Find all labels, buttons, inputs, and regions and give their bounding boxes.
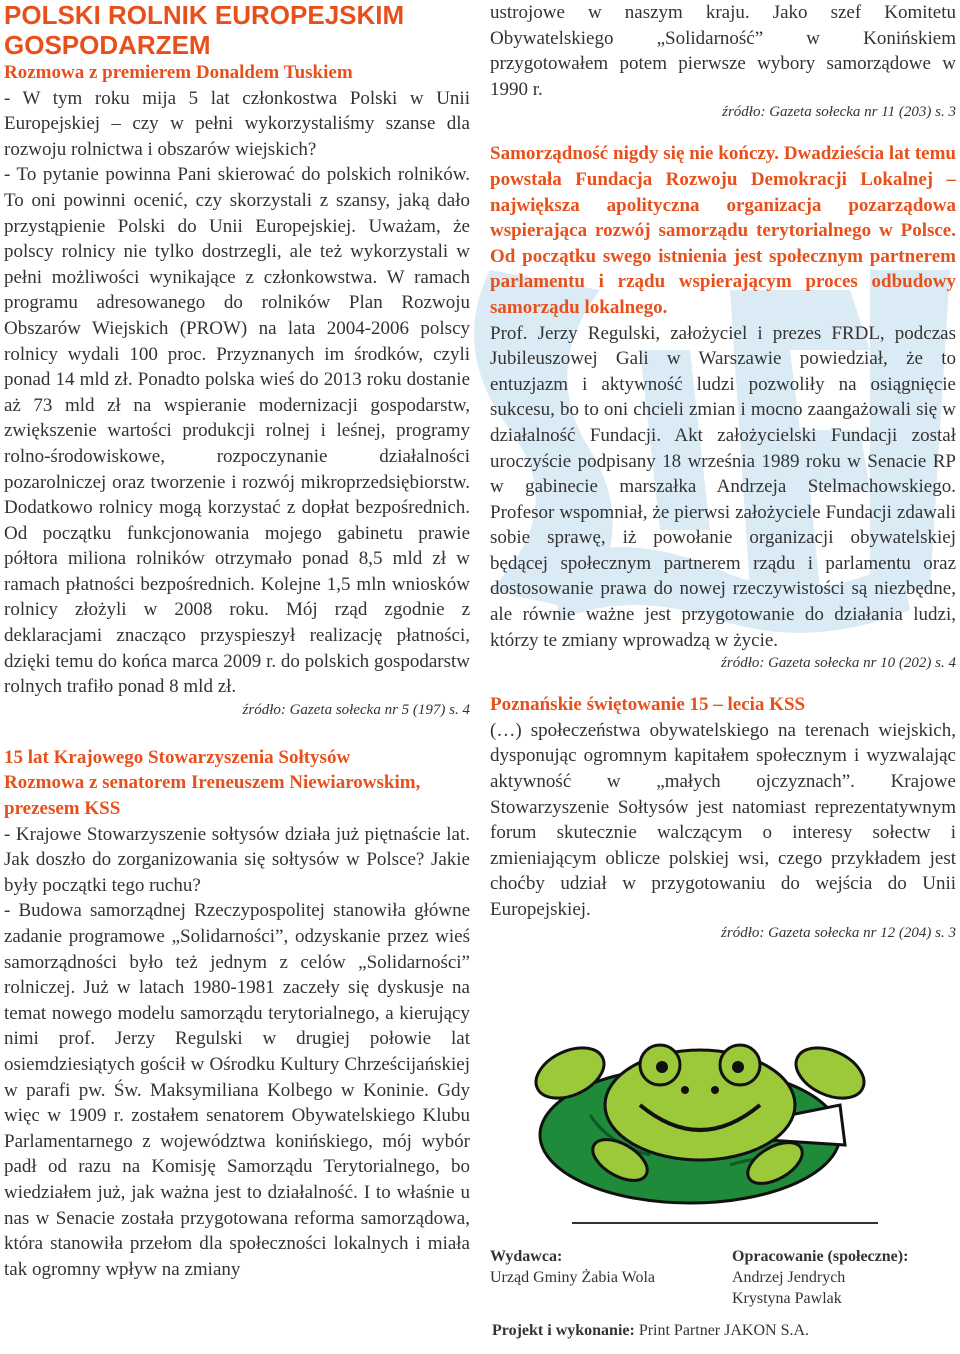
publisher-label: Wydawca: — [490, 1248, 563, 1265]
editor-1: Andrzej Jendrych — [732, 1269, 846, 1286]
editors-label: Opracowanie (społeczne): — [732, 1248, 909, 1265]
article-subtitle: Rozmowa z premierem Donaldem Tuskiem — [4, 62, 353, 83]
article-title-line-1: POLSKI ROLNIK EUROPEJSKIM — [4, 0, 405, 30]
article-body-2: - Krajowe Stowarzyszenie sołtysów działa już piętnaście lat. Jak doszło do zorganizowania się sołtysów w Polsce? Jakie były początki tego ruchu? - Budowa samorządnej Rzeczypospolitej stanowiła główne zadanie programowe „Solidarności”, odzyskanie przez wieś samorządności było też jednym z celów „Solidarności” rolniczej. Już w latach 1980-1981 zaczeły się dyskusje na temat nowego modelu samorządu terytorialnego, a kierujący nimi prof. Jerzy Regulski w drugiej połowie lat osiemdziesiątych gościł w Ośrodku Kultury Chrześcijańskiej w parafi pw. Św. Maksymiliana Kolbego w Koninie. Gdy więc w 1909 r. zostałem senatorem Obywatelskiego Klubu Parlamentarnego z województwa konińskiego, mój wybór padł od razu na Komisję Samorządu Terytorialnego, bo wiedziałem już, jak ważna jest to działalność. I to właśnie u nas w Senacie została przygotowana reforma samorządowa, która stanowiła przełom dla społeczności lokalnych i miała tak ogromny wpływ na zmiany — [4, 823, 470, 1280]
source-note-1: źródło: Gazeta sołecka nr 5 (197) s. 4 — [242, 701, 470, 718]
source-note-4: źródło: Gazeta sołecka nr 12 (204) s. 3 — [721, 924, 956, 941]
article-title-line-2: GOSPODARZEM — [4, 30, 211, 60]
article-body-4: (…) społeczeństwa obywatelskiego na terenach wiejskich, dysponując ogromnym kapitałem społecznym i wyzwalając aktywność w „małych ojczyznach”. Krajowe Stowarzyszenie Sołtysów jest natomiast reprezentatywnym forum skutecznie walczącym o interesy sołectw i zmieniającym oblicze polskiej wsi, czego przykładem jest choćby udział w przygotowaniu do wejścia do Unii Europejskiej. — [490, 719, 956, 920]
section-heading-3: Samorządność nigdy się nie kończy. Dwadzieścia lat temu powstała Fundacja Rozwoju Demokracji Lokalnej – największa apolityczna organizacja pozarządowa wspierająca rozwój samorządu terytorialnego w Polsce. Od początku swego istnienia jest społecznym partnerem parlamentu i rządu wspierającym proces odbudowy samorządu lokalnego. — [490, 143, 956, 318]
publisher-value: Urząd Gminy Żabia Wola — [490, 1269, 656, 1286]
right-column — [490, 0, 956, 942]
article-body-2-continued: ustrojowe w naszym kraju. Jako szef Komitetu Obywatelskiego „Solidarność” w Konińskiem przygotowałem potem pierwsze wybory samorządowe w 1990 r. — [490, 2, 956, 100]
section-heading-2-line-2: Rozmowa z senatorem Ireneuszem Niewiarowskim, prezesem KSS — [4, 772, 421, 820]
source-note-3: źródło: Gazeta sołecka nr 10 (202) s. 4 — [721, 655, 956, 672]
footer-project — [492, 1320, 809, 1341]
article-body-3: Prof. Jerzy Regulski, założyciel i prezes FRDL, podczas Jubileuszowej Gali w Warszawie powiedział, że to entuzjazm i aktywność ludzi pozwoliły na osiągnięcie sukcesu, bo to oni chcieli zmian i mocno zaangażowali się w działalność Fundacji. Akt założycielski Fundacji został uroczyście podpisany 18 września 1989 roku w Senacie RP w gabinecie marszałka Andrzeja Stelmachowskiego. Profesor wspomniał, że pierwsi założyciele Fundacji zdawali sobie sprawę, iż powołanie organizacji obywatelskiej będącej społecznym partnerem rządu i parlamentu oraz dostosowanie prawa do nowej rzeczywistości są niezbędne, ale równie ważne jest przygotowanie do działania ludzi, którzy te zmiany wprowadzą w życie. — [490, 322, 956, 651]
section-heading-4: Poznańskie świętowanie 15 – lecia KSS — [490, 694, 806, 716]
footer-editors — [732, 1246, 908, 1309]
project-value: Print Partner JAKON S.A. — [638, 1322, 810, 1339]
footer-divider — [572, 1222, 878, 1224]
frog-on-lilypad-illustration — [500, 995, 940, 1210]
project-label: Projekt i wykonanie: — [492, 1322, 635, 1339]
left-column — [4, 0, 470, 1282]
footer-publisher — [490, 1246, 655, 1288]
article-body-1: - W tym roku mija 5 lat członkostwa Polski w Unii Europejskiej – czy w pełni wykorzystaliśmy szanse dla rozwoju rolnictwa i obszarów wiejskich? - To pytanie powinna Pani skierować do polskich rolników. To oni powinni ocenić, czy skorzystali z szansy, jaką dało przystąpienie Polski do Unii Europejskiej. Uważam, że polscy rolnicy nie tylko dostrzegli, ale też wykorzystali w pełni możliwości wynikające z członkowstwa. W ramach programu adresowanego do rolników Plan Rozwoju Obszarów Wiejskich (PROW) na lata 2004-2006 polscy rolnicy wydali 100 proc. Przyznanych im środków, czyli ponad 14 mld zł. Ponadto polska wieś do 2013 roku dostanie aż 73 mld zł na wspieranie modernizacji gospodarstw, zwiększenie wartości produkcji rolnej i leśnej, programy rolno-środowiskowe, rozpoczynanie działalności pozarolniczej oraz tworzenie i rozwój mikroprzedsiębiorstw. Dodatkowo rolnicy mogą korzystać z dopłat bezpośrednich. Od początku funkcjonowania mojego gabinetu prawie półtora miliona rolników otrzymało ponad 8,5 mld zł w ramach płatności bezpośrednich. Kolejne 1,5 mln wniosków rolnicy złożyli w 2008 roku. Mój rząd zgodnie z deklaracjami znacząco przyspieszył realizację płatności, dzięki temu do końca marca 2009 r. do polskich gospodarstw rolnych trafiło ponad 8 mld zł. — [4, 87, 470, 698]
source-note-2: źródło: Gazeta sołecka nr 11 (203) s. 3 — [722, 104, 956, 121]
editor-2: Krystyna Pawlak — [732, 1290, 842, 1307]
section-heading-2-line-1: 15 lat Krajowego Stowarzyszenia Sołtysów — [4, 746, 351, 768]
